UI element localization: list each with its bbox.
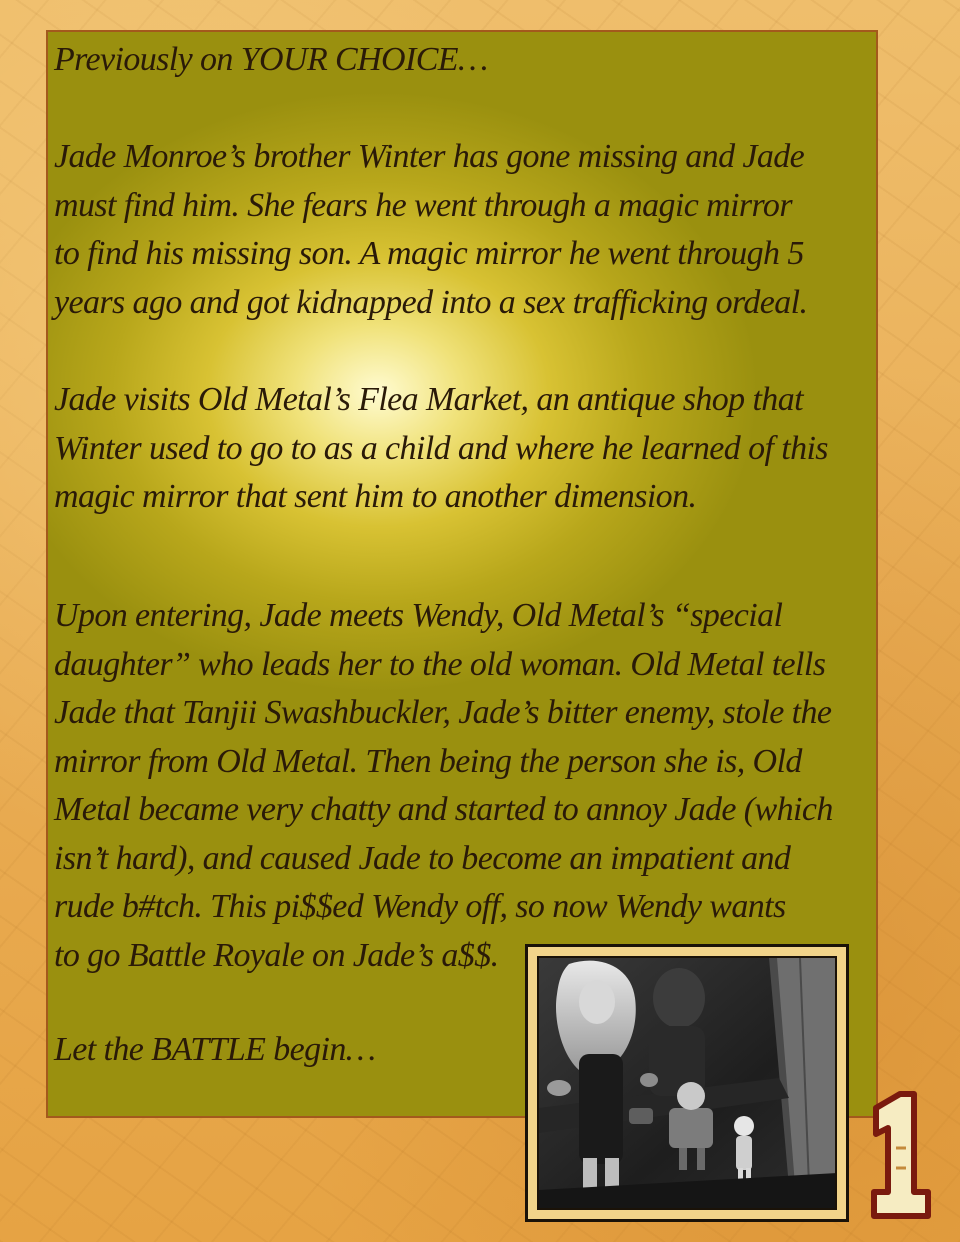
recap-paragraph-2: Jade visits Old Metal’s Flea Market, an antique shop that Winter used to go to as a child and where he learned of this magic mirror that sent him to another dimension. <box>54 381 828 515</box>
page-number-badge <box>862 1088 942 1222</box>
photo-frame <box>525 944 849 1222</box>
doll-figurines-photo <box>537 956 837 1210</box>
recap-closing: Let the BATTLE begin… <box>54 1031 376 1068</box>
recap-intro: Previously on YOUR CHOICE… <box>54 41 488 78</box>
recap-paragraph-3: Upon entering, Jade meets Wendy, Old Metal’s “special daughter” who leads her to the old woman. Old Metal tells Jade that Tanjii Swashbuckler, Jade’s bitter enemy, stole the mirror from Old Metal. Then being the person she is, Old Metal became very chatty and started to annoy Jade (which isn’t hard), and caused Jade to become an impatient and rude b#tch. This pi$$ed Wendy off, so now Wendy wants to go Battle Royale on Jade’s a$$. <box>54 597 833 974</box>
recap-paragraph-1: Jade Monroe’s brother Winter has gone missing and Jade must find him. She fears he went through a magic mirror to find his missing son. A magic mirror he went through 5 years ago and got kidnapped into a sex trafficking ordeal. <box>54 138 808 321</box>
photo-illustration <box>539 958 837 1210</box>
